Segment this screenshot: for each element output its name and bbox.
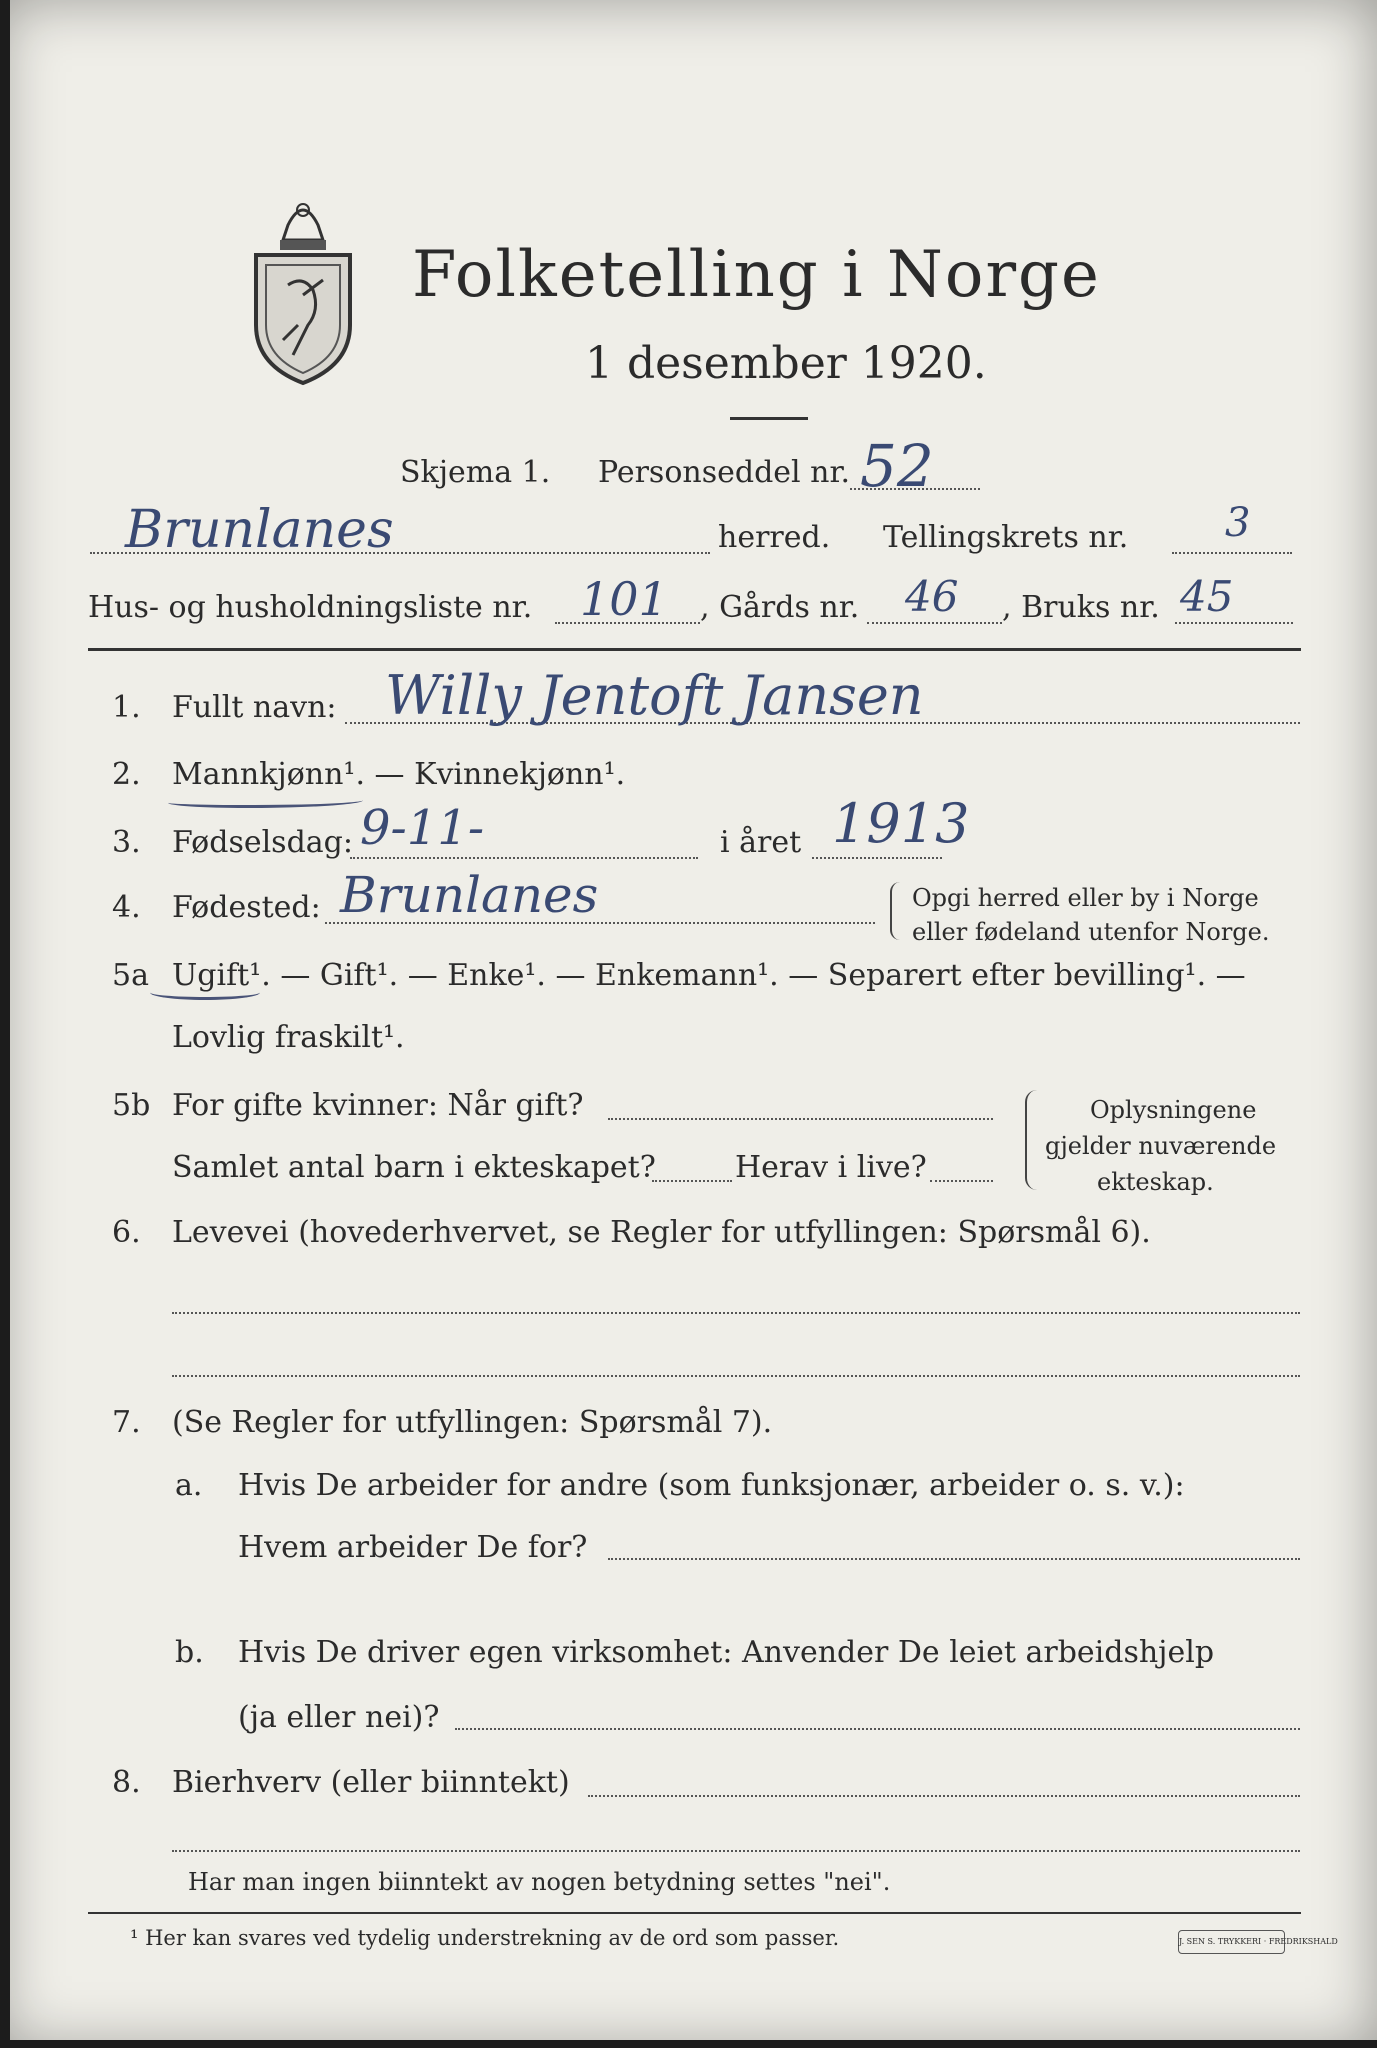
bruks-label: , Bruks nr. (1002, 590, 1160, 625)
gards-value: 46 (905, 572, 959, 621)
q1-number: 1. (112, 690, 141, 725)
personseddel-label: Personseddel nr. (598, 455, 851, 490)
q7a-letter: a. (175, 1468, 203, 1503)
q5b-number: 5b (112, 1088, 151, 1123)
tellingskrets-value: 3 (1225, 500, 1251, 546)
q4-birthplace: Brunlanes (340, 866, 599, 924)
q7a-employer-label: Hvem arbeider De for? (238, 1530, 588, 1565)
q5a-marital-options: Ugift¹. — Gift¹. — Enke¹. — Enkemann¹. — Separert efter bevilling¹. — (172, 958, 1246, 993)
husliste-label: Hus- og husholdningsliste nr. (88, 590, 533, 625)
q2-sex-options: Mannkjønn¹. — Kvinnekjønn¹. (172, 757, 626, 792)
q1-full-name: Willy Jentoft Jansen (385, 664, 924, 727)
personseddel-value: 52 (860, 432, 934, 500)
tellingskrets-label: Tellingskrets nr. (883, 520, 1129, 555)
q5b-note-line2: gjelder nuværende (1045, 1132, 1277, 1160)
q5b-label: For gifte kvinner: Når gift? (172, 1088, 584, 1123)
q3-birth-year: 1913 (832, 792, 970, 855)
q7a-text: Hvis De arbeider for andre (som funksjonær, arbeider o. s. v.): (238, 1468, 1185, 1503)
q1-label: Fullt navn: (172, 690, 337, 725)
q4-note-line1: Opgi herred eller by i Norge (912, 884, 1259, 912)
q7-number: 7. (112, 1405, 141, 1440)
q8-note: Har man ingen biinntekt av nogen betydning settes "nei". (188, 1868, 891, 1896)
printer-stamp: J. SEN S. TRYKKERI · FREDRIKSHALD (1178, 1930, 1285, 1954)
q5a-ugift-underline (150, 985, 260, 1000)
q5a-marital-options-2: Lovlig fraskilt¹. (172, 1020, 405, 1055)
q6-answer-line-2 (172, 1375, 1300, 1377)
title-divider (730, 417, 808, 420)
q7-label: (Se Regler for utfyllingen: Spørsmål 7). (172, 1405, 773, 1440)
q7b-text: Hvis De driver egen virksomhet: Anvender De leiet arbeidshjelp (238, 1635, 1215, 1670)
form-title: Folketelling i Norge (412, 238, 1101, 312)
q5b-note-line1: Oplysningene (1090, 1096, 1257, 1124)
q3-birthday: 9-11- (360, 800, 485, 856)
q5b-children-label: Samlet antal barn i ekteskapet? (172, 1150, 656, 1185)
q3-label: Fødselsdag: (172, 825, 353, 860)
q4-label: Fødested: (172, 890, 321, 925)
q4-number: 4. (112, 890, 141, 925)
q3-year-label: i året (720, 825, 802, 860)
q2-number: 2. (112, 757, 141, 792)
herred-label: herred. (718, 520, 831, 555)
schema-label: Skjema 1. (400, 455, 551, 490)
footer-rule (88, 1912, 1301, 1914)
q8-answer-line (172, 1850, 1300, 1852)
q6-answer-line-1 (172, 1312, 1300, 1314)
q4-note-line2: eller fødeland utenfor Norge. (912, 918, 1270, 946)
q8-number: 8. (112, 1765, 141, 1800)
footnote: ¹ Her kan svares ved tydelig understrekning av de ord som passer. (130, 1926, 840, 1950)
q5a-number: 5a (112, 958, 149, 993)
census-date: 1 desember 1920. (585, 338, 987, 389)
q5b-alive-label: Herav i live? (735, 1150, 927, 1185)
q8-label: Bierhverv (eller biinntekt) (172, 1765, 570, 1800)
q6-number: 6. (112, 1215, 141, 1250)
gards-label: , Gårds nr. (700, 590, 860, 625)
coat-of-arms-icon (248, 185, 358, 385)
q2-mann-underline (168, 795, 363, 808)
q6-label: Levevei (hovederhvervet, se Regler for utfyllingen: Spørsmål 6). (172, 1215, 1151, 1250)
q3-number: 3. (112, 825, 141, 860)
herred-value: Brunlanes (125, 500, 394, 560)
header-rule (88, 648, 1301, 651)
q7b-label: (ja eller nei)? (238, 1700, 440, 1735)
q5b-note-line3: ekteskap. (1097, 1168, 1214, 1196)
q7b-letter: b. (175, 1635, 204, 1670)
bruks-value: 45 (1180, 572, 1234, 621)
husliste-value: 101 (580, 572, 668, 626)
